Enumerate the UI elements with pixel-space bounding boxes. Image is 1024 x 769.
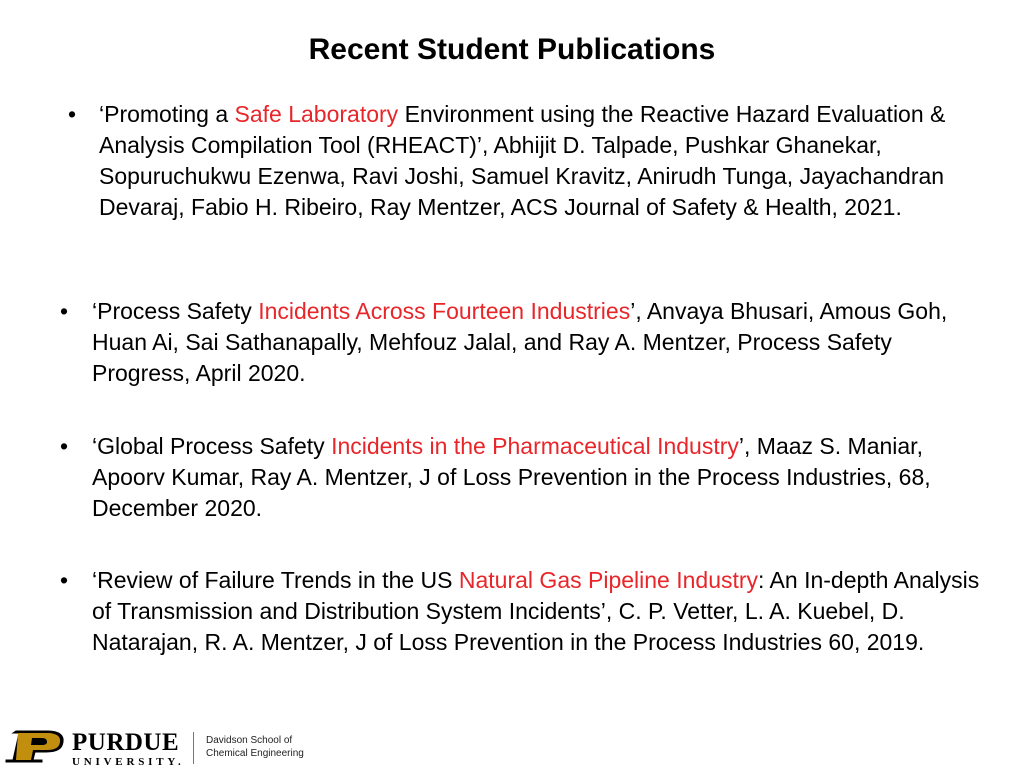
logo-main-text: PURDUE xyxy=(72,729,180,756)
bullet: • xyxy=(68,101,77,127)
highlighted-topic: Incidents Across Fourteen Industries xyxy=(258,298,631,324)
highlighted-topic: Safe Laboratory xyxy=(234,101,399,127)
publication-item xyxy=(60,565,980,658)
citation-text-after: ’, Anvaya Bhusari, Amous Goh, Huan Ai, Sai Sathanapally, Mehfouz Jalal, and Ray A. Mentzer, Process Safety Progress, April 2020. xyxy=(92,298,948,386)
purdue-p-icon xyxy=(4,729,66,763)
citation-text-before: ‘Promoting a xyxy=(99,101,235,127)
citation-text-after: Environment using the Reactive Hazard Evaluation & Analysis Compilation Tool (RHEACT)’, Abhijit D. Talpade, Pushkar Ghanekar, Sopuruchukwu Ezenwa, Ravi Joshi, Samuel Kravitz, Anirudh Tunga, Jayachandran Devaraj, Fabio H. Ribeiro, Ray Mentzer, ACS Journal of Safety & Health, 2021. xyxy=(99,101,946,220)
publication-text xyxy=(92,296,970,389)
bullet: • xyxy=(60,298,69,324)
school-name-line2: Chemical Engineering xyxy=(206,748,304,759)
school-name-line1: Davidson School of xyxy=(206,735,293,746)
publication-item xyxy=(60,296,970,389)
logo-divider xyxy=(193,732,194,764)
footer-logo xyxy=(0,720,360,768)
citation-text-before: ‘Process Safety xyxy=(92,298,259,324)
highlighted-topic: Natural Gas Pipeline Industry xyxy=(458,567,759,593)
publication-text xyxy=(92,431,970,524)
bullet: • xyxy=(60,433,69,459)
slide-title: Recent Student Publications xyxy=(308,33,716,66)
publication-item xyxy=(68,99,1003,223)
logo-sub-text: UNIVERSITY. xyxy=(72,756,185,768)
publication-text xyxy=(92,565,980,658)
citation-text-before: ‘Global Process Safety xyxy=(92,433,332,459)
highlighted-topic: Incidents in the Pharmaceutical Industry xyxy=(331,433,739,459)
bullet: • xyxy=(60,567,69,593)
citation-text-after: : An In-depth Analysis of Transmission and Distribution System Incidents’, C. P. Vetter, L. A. Kuebel, D. Natarajan, R. A. Mentzer, J of Loss Prevention in the Process Industries 60, 2019. xyxy=(92,567,980,655)
publication-item xyxy=(60,431,970,524)
citation-text-before: ‘Review of Failure Trends in the US xyxy=(92,567,459,593)
purdue-wordmark xyxy=(72,731,185,769)
publication-text xyxy=(99,99,1003,223)
citation-text-after: ’, Maaz S. Maniar, Apoorv Kumar, Ray A. Mentzer, J of Loss Prevention in the Process Industries, 68, December 2020. xyxy=(92,433,931,521)
school-name xyxy=(206,734,304,760)
